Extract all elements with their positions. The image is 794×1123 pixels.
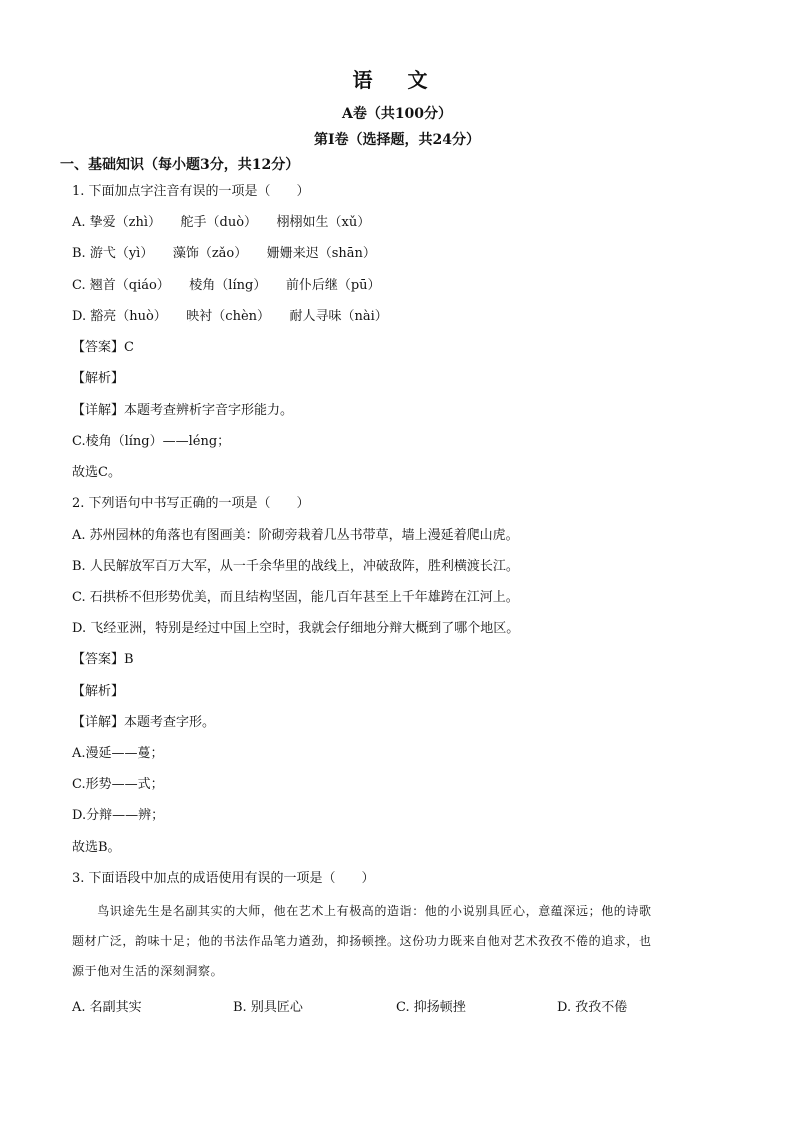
q3-option-c: C. 抑扬顿挫 <box>396 1000 466 1015</box>
q2-explain-c: C.形势——式； <box>72 777 164 792</box>
q1-detail: 【详解】本题考查辨析字音字形能力。 <box>72 403 294 418</box>
q3-option-a: A. 名副其实 <box>72 1000 142 1015</box>
q1-option-c: C. 翘首（qiáo） 棱角（líng） 前仆后继（pū） <box>72 278 381 293</box>
q3-passage-line: 源于他对生活的深刻洞察。 <box>72 964 224 978</box>
q1-explain: C.棱角（líng）——léng； <box>72 434 231 449</box>
q3-stem: 3. 下面语段中加点的成语使用有误的一项是（ ） <box>72 871 375 886</box>
q3-passage-line: 题材广泛，韵味十足；他的书法作品笔力遒劲，抑扬顿挫。这份功力既来自他对艺术孜孜不倦的追求，也 <box>72 934 652 948</box>
section-a-heading: A卷（共100分） <box>341 106 453 122</box>
q1-option-d: D. 豁亮（huò） 映衬（chèn） 耐人寻味（nài） <box>72 309 388 324</box>
q2-option-a: A. 苏州园林的角落也有图画美：阶砌旁栽着几丛书带草，墙上漫延着爬山虎。 <box>72 528 519 543</box>
q3-option-b: B. 别具匠心 <box>233 1000 303 1015</box>
q1-option-b: B. 游弋（yì） 藻饰（zǎo） 姗姗来迟（shān） <box>72 246 376 261</box>
q1-answer: C <box>124 340 134 355</box>
q2-stem: 2. 下列语句中书写正确的一项是（ ） <box>72 496 310 511</box>
q2-conclusion: 故选B。 <box>72 840 121 855</box>
section-1-heading: 一、基础知识（每小题3分，共12分） <box>60 157 300 173</box>
q1-stem: 1. 下面加点字注音有误的一项是（ ） <box>72 184 310 199</box>
q2-analysis-tag: 【解析】 <box>72 684 125 699</box>
q3-option-d: D. 孜孜不倦 <box>557 1000 628 1015</box>
q2-option-b: B. 人民解放军百万大军，从一千余华里的战线上，冲破敌阵，胜利横渡长江。 <box>72 559 519 574</box>
q3-passage-line: 鸟识途先生是名副其实的大师，他在艺术上有极高的造诣：他的小说别具匠心，意蕴深远；他的诗歌 <box>72 904 652 918</box>
q1-conclusion: 故选C。 <box>72 465 121 480</box>
page-title: 语 文 <box>352 68 442 92</box>
q1-analysis-tag: 【解析】 <box>72 371 125 386</box>
q3-passage <box>72 896 722 986</box>
q2-explain-d: D.分辩——辨； <box>72 808 165 823</box>
q2-option-c: C. 石拱桥不但形势优美，而且结构坚固，能几百年甚至上千年雄跨在江河上。 <box>72 590 519 605</box>
answer-tag: 【答案】 <box>72 340 125 355</box>
q1-answer-line <box>72 340 134 356</box>
q2-explain-a: A.漫延——蔓； <box>72 746 164 761</box>
answer-tag: 【答案】 <box>72 652 125 667</box>
q2-detail: 【详解】本题考查字形。 <box>72 715 216 730</box>
q2-answer: B <box>124 652 134 667</box>
q1-option-a: A. 挚爱（zhì） 舵手（duò） 栩栩如生（xǔ） <box>72 215 371 230</box>
q2-option-d: D. 飞经亚洲，特别是经过中国上空时，我就会仔细地分辩大概到了哪个地区。 <box>72 621 520 636</box>
part-1-heading: 第I卷（选择题，共24分） <box>313 132 481 148</box>
q2-answer-line <box>72 652 134 668</box>
